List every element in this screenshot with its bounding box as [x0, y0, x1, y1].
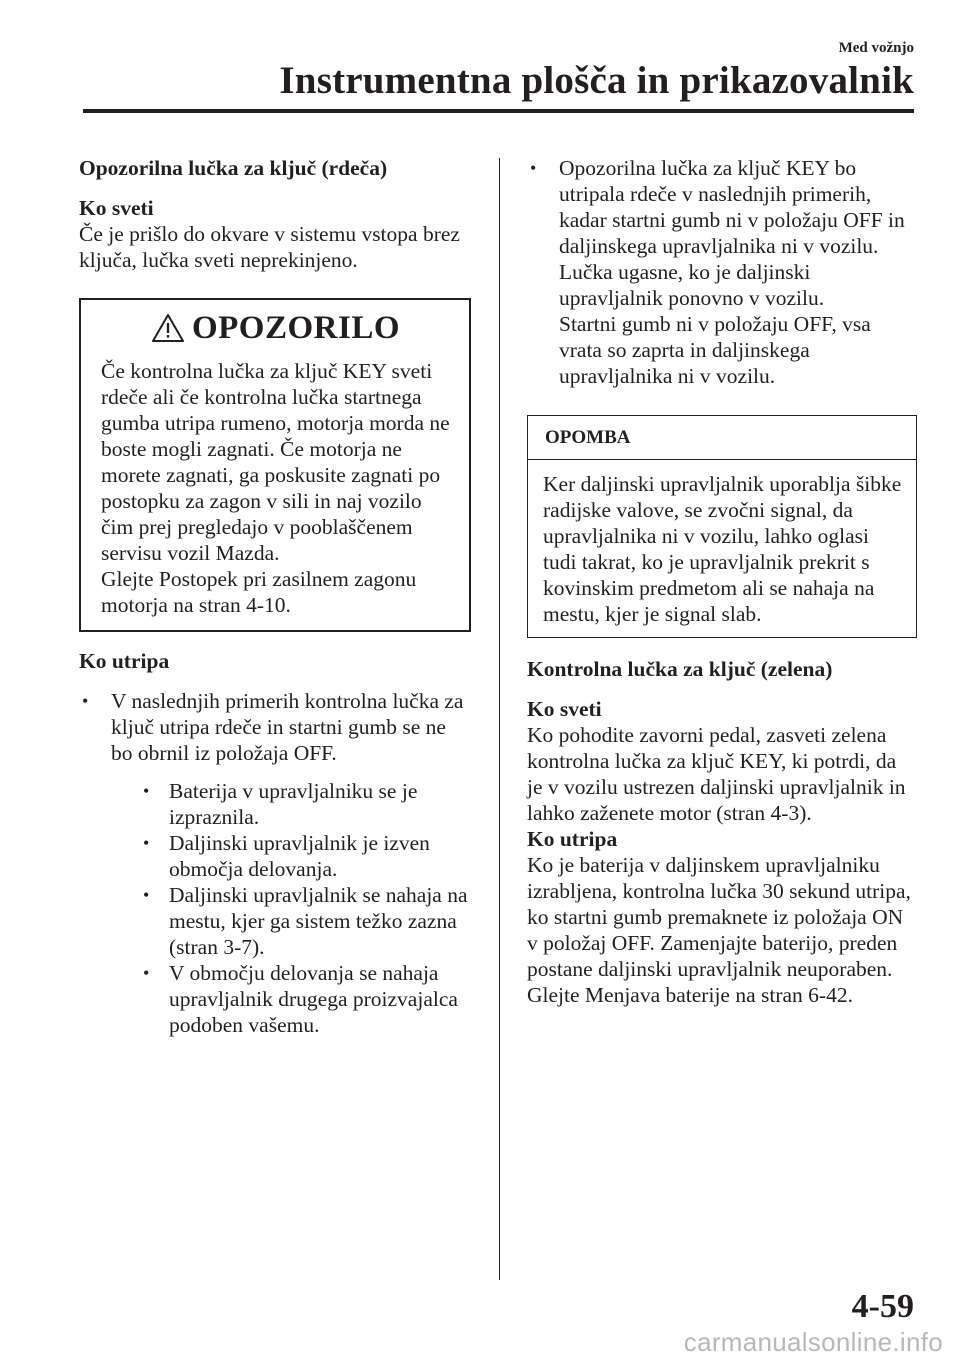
sub-list-item: • Daljinski upravljalnik se nahaja na mestu, kjer ga sistem težko zazna (stran 3-7).: [111, 882, 471, 960]
sub-list-item: • V območju delovanja se nahaja upravljalnik drugega proizvajalca podoben vašemu.: [111, 960, 471, 1038]
warning-reference: Glejte Postopek pri zasilnem zagonu motorja na stran 4-10.: [101, 567, 417, 617]
note-box: [527, 415, 917, 638]
warning-box: [79, 298, 471, 632]
ko-utripa-subheading: Ko utripa: [79, 649, 170, 673]
running-header-section: Med vožnjo: [838, 40, 914, 56]
ko-utripa-reference: Glejte Menjava baterije na stran 6-42.: [527, 983, 853, 1007]
running-header-title: Instrumentna plošča in prikazovalnik: [279, 59, 914, 102]
ko-utripa-subheading: Ko utripa: [527, 827, 618, 851]
list-item: [527, 155, 917, 389]
right-column: [527, 155, 917, 1008]
warning-text: Če kontrolna lučka za ključ KEY sveti rdeče ali če kontrolna lučka startnega gumba utripa rumeno, motorja morda ne boste mogli zagnati. Če motorja ne morete zagnati, ga poskusite zagnati po postopku za zagon v sili in naj vozilo čim prej pregledajo v pooblaščenem servisu vozil Mazda.: [101, 359, 450, 565]
list-item-text: • Opozorilna lučka za ključ KEY bo utripala rdeče v naslednjih primerih, kadar startni gumb ni v položaju OFF in daljinskega upravljalnika ni v vozilu. Lučka ugasne, ko je daljinski upravljalnik ponovno v vozilu.: [559, 156, 905, 310]
warning-header: [81, 306, 469, 350]
warning-title: OPOZORILO: [191, 310, 401, 346]
left-column: [79, 155, 471, 1038]
sub-list-item: • Baterija v upravljalniku se je izpraznila.: [111, 778, 471, 830]
warning-triangle-icon: [150, 312, 186, 344]
blink-cases-list: [79, 688, 471, 1038]
ko-sveti-paragraph: Če je prišlo do okvare v sistemu vstopa brez ključa, lučka sveti neprekinjeno.: [79, 222, 460, 272]
list-item: [79, 688, 471, 1038]
off-blink-list: [527, 155, 917, 389]
key-warning-red-heading: Opozorilna lučka za ključ (rdeča): [79, 156, 388, 180]
list-item-text: V naslednjih primerih kontrolna lučka za ključ utripa rdeče in startni gumb se ne bo obrnil iz položaja OFF.: [111, 689, 464, 765]
ko-utripa-paragraph: Ko je baterija v daljinskem upravljalniku izrabljena, kontrolna lučka 30 sekund utripa, ko startni gumb premaknete iz položaja ON v položaj OFF. Zamenjajte baterijo, preden postane daljinski upravljalnik neuporaben.: [527, 853, 911, 981]
note-title: OPOMBA: [528, 416, 916, 460]
ko-sveti-subheading: Ko sveti: [79, 196, 154, 220]
column-divider: [499, 158, 500, 1280]
sub-list: [111, 778, 471, 1038]
header-rule: [83, 109, 914, 113]
note-text: Ker daljinski upravljalnik uporablja šibke radijske valove, se zvočni signal, da upravljalnika ni v vozilu, lahko oglasi tudi takrat, ko je upravljalnik prekrit s kovinskim predmetom ali se nahaja na mestu, kjer je signal slab.: [543, 472, 902, 626]
key-indicator-green-heading: Kontrolna lučka za ključ (zelena): [527, 657, 833, 681]
list-item-text-continued: Startni gumb ni v položaju OFF, vsa vrata so zaprta in daljinskega upravljalnika ni v vozilu.: [559, 312, 871, 388]
watermark-link[interactable]: carmanualsonline.info: [683, 1327, 943, 1357]
ko-sveti-paragraph: Ko pohodite zavorni pedal, zasveti zelena kontrolna lučka za ključ KEY, ki potrdi, da je v vozilu ustrezen daljinski upravljalnik in lahko zaženete motor (stran 4-3).: [527, 723, 906, 825]
sub-list-item: • Daljinski upravljalnik je izven območja delovanja.: [111, 830, 471, 882]
ko-sveti-subheading: Ko sveti: [527, 697, 602, 721]
page-number: 4-59: [851, 1288, 914, 1325]
